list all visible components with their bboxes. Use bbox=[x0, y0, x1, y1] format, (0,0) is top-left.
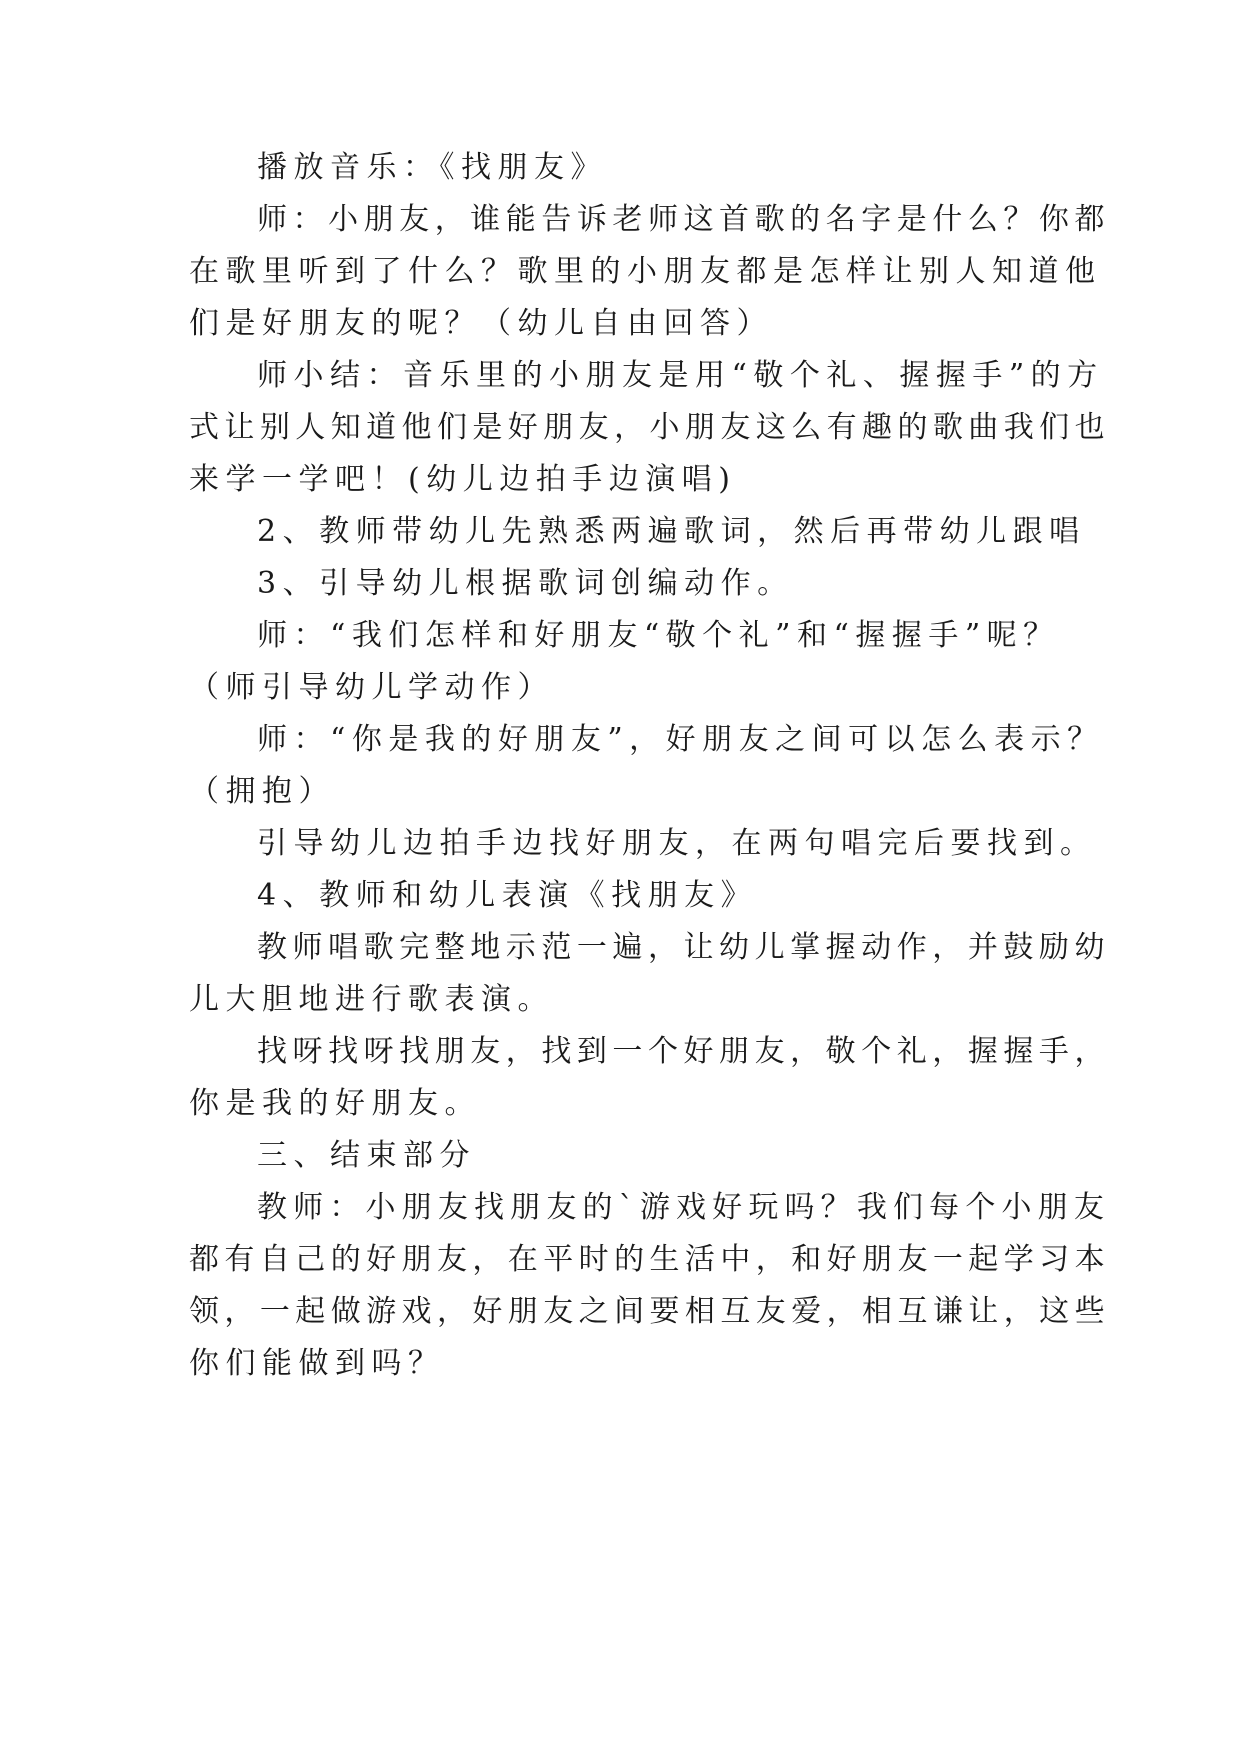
text-line: 们是好朋友的呢？（幼儿自由回答） bbox=[189, 306, 773, 341]
text-line: 播放音乐：《找朋友》 bbox=[257, 150, 607, 185]
text-line: 师：小朋友，谁能告诉老师这首歌的名字是什么？你都 bbox=[257, 202, 1110, 237]
text-line: 4、教师和幼儿表演《找朋友》 bbox=[257, 878, 758, 913]
text-line: 儿大胆地进行歌表演。 bbox=[189, 982, 554, 1017]
text-line: 领，一起做游戏，好朋友之间要相互友爱，相互谦让，这些 bbox=[189, 1294, 1110, 1329]
text-line: 教师：小朋友找朋友的`游戏好玩吗？我们每个小朋友 bbox=[257, 1190, 1110, 1225]
text-line: 师：“你是我的好朋友”，好朋友之间可以怎么表示？ bbox=[257, 722, 1104, 757]
text-line: 三、结束部分 bbox=[257, 1138, 476, 1173]
text-line: 你是我的好朋友。 bbox=[189, 1086, 481, 1121]
text-line: 教师唱歌完整地示范一遍，让幼儿掌握动作，并鼓励幼 bbox=[257, 930, 1110, 965]
text-line: 在歌里听到了什么？歌里的小朋友都是怎样让别人知道他 bbox=[189, 254, 1102, 289]
text-line: 师小结：音乐里的小朋友是用“敬个礼、握握手”的方 bbox=[257, 358, 1104, 393]
text-line: （师引导幼儿学动作） bbox=[189, 670, 554, 705]
text-line: 找呀找呀找朋友，找到一个好朋友，敬个礼，握握手， bbox=[257, 1034, 1110, 1069]
text-line: 2、教师带幼儿先熟悉两遍歌词，然后再带幼儿跟唱 bbox=[257, 514, 1086, 549]
text-line: 你们能做到吗？ bbox=[189, 1346, 445, 1381]
text-line: 3、引导幼儿根据歌词创编动作。 bbox=[257, 566, 794, 601]
text-line: 引导幼儿边拍手边找好朋友，在两句唱完后要找到。 bbox=[257, 826, 1097, 861]
text-line: 师：“我们怎样和好朋友“敬个礼”和“握握手”呢？ bbox=[257, 618, 1060, 653]
text-line: （拥抱） bbox=[189, 774, 335, 809]
text-line: 式让别人知道他们是好朋友，小朋友这么有趣的歌曲我们也 bbox=[189, 410, 1110, 445]
text-line: 都有自己的好朋友，在平时的生活中，和好朋友一起学习本 bbox=[189, 1242, 1110, 1277]
text-line: 来学一学吧！(幼儿边拍手边演唱) bbox=[189, 462, 737, 497]
